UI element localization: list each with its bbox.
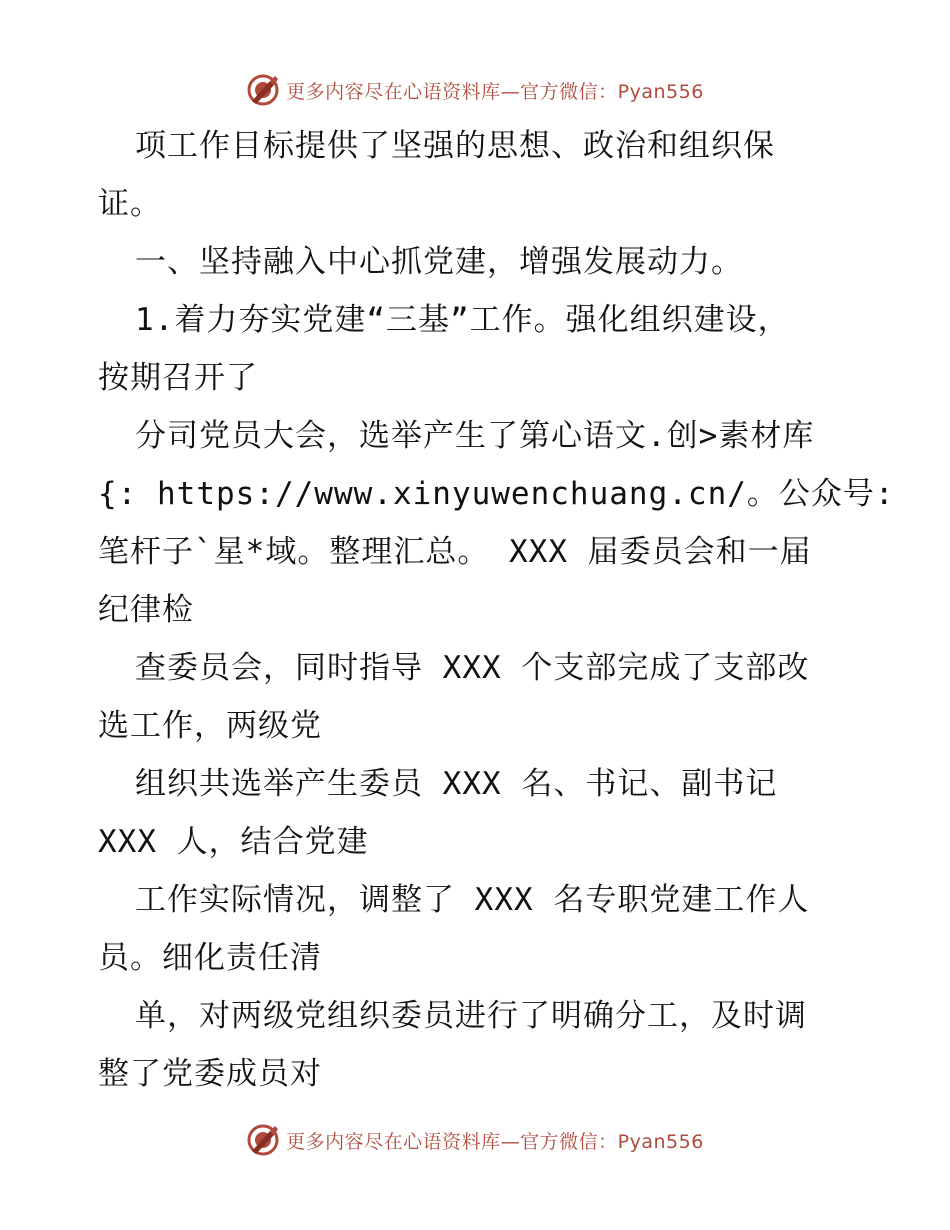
- footer-banner-handle: Pyan556: [617, 1130, 704, 1153]
- text-line: 工作实际情况，调整了 XXX 名专职党建工作人: [135, 882, 810, 918]
- header-banner-handle: Pyan556: [617, 80, 704, 103]
- text-line: 纪律检: [98, 592, 194, 628]
- text-line: 组织共选举产生委员 XXX 名、书记、副书记: [135, 766, 778, 802]
- header-banner: [0, 70, 950, 110]
- pen-logo-icon: [246, 73, 280, 107]
- footer-banner-text: 更多内容尽在心语资料库—官方微信：Pyan556: [286, 1130, 704, 1153]
- text-line: 员。细化责任清: [98, 940, 322, 976]
- text-line: 查委员会，同时指导 XXX 个支部完成了支部改: [135, 650, 810, 686]
- text-line: {: https://www.xinyuwenchuang.cn/。公众号:: [98, 476, 895, 512]
- footer-banner: [0, 1120, 950, 1160]
- text-line: 整了党委成员对: [98, 1056, 322, 1092]
- pen-logo-icon: [246, 1123, 280, 1157]
- text-line: 按期召开了: [98, 360, 258, 396]
- text-line: 分司党员大会，选举产生了第心语文.创>素材库: [135, 418, 815, 454]
- text-line: XXX 人，结合党建: [98, 824, 369, 860]
- text-line: 1.着力夯实党建“三基”工作。强化组织建设，: [135, 302, 790, 338]
- text-line: 证。: [98, 186, 162, 222]
- text-line: 笔杆子`星*域。整理汇总。 XXX 届委员会和一届: [98, 534, 812, 570]
- text-line: 一、坚持融入中心抓党建，增强发展动力。: [135, 244, 743, 280]
- text-line: 单，对两级党组织委员进行了明确分工，及时调: [135, 998, 807, 1034]
- text-line: 项工作目标提供了坚强的思想、政治和组织保: [135, 128, 775, 164]
- header-banner-text: 更多内容尽在心语资料库—官方微信：Pyan556: [286, 80, 704, 103]
- text-line: 选工作，两级党: [98, 708, 322, 744]
- document-body: [98, 117, 895, 1103]
